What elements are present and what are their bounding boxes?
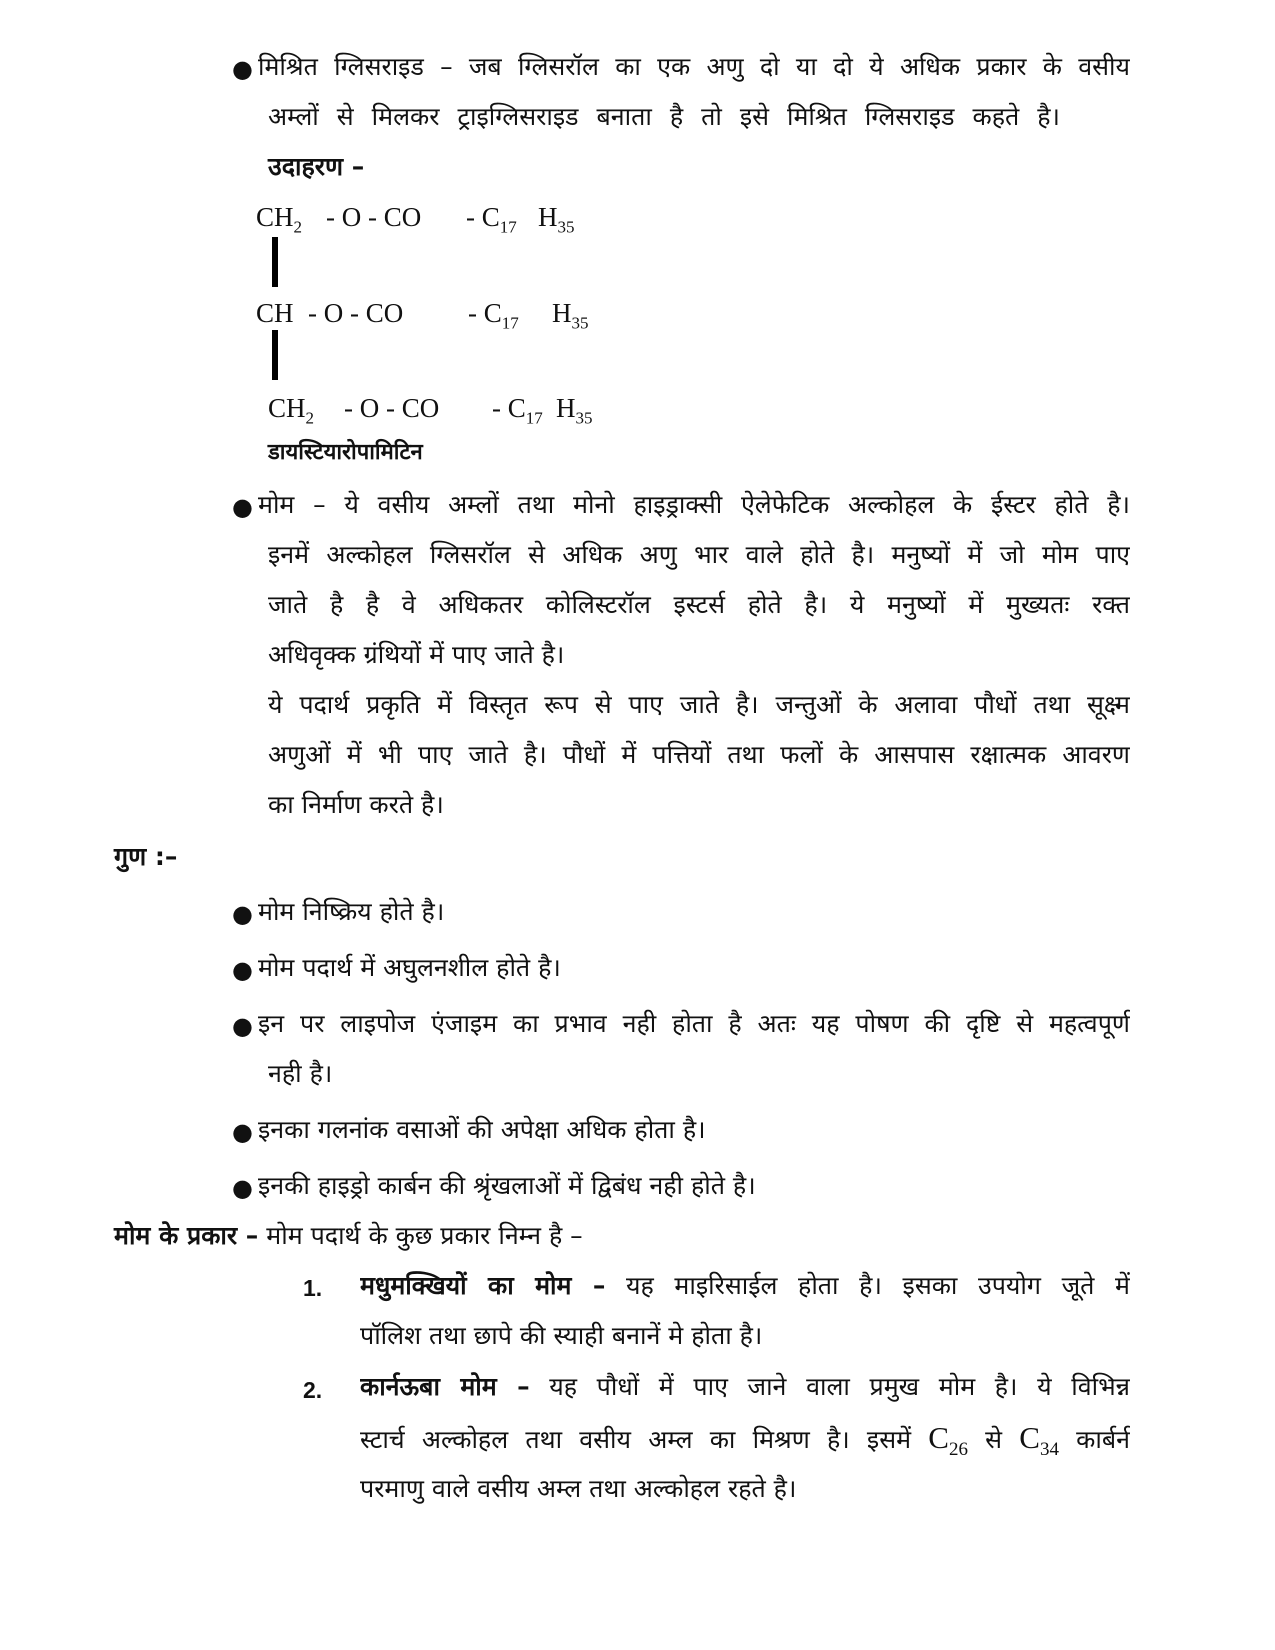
property-item-3: इन पर लाइपोज एंजाइम का प्रभाव नही होता है अतः यह पोषण की दृष्टि से महत्वपूर्ण [258, 1009, 1130, 1038]
bullet-dot: ● [232, 493, 253, 521]
wax-line-1: मोम – ये वसीय अम्लों तथा मोनो हाइड्राक्सी ऐलेफेटिक अल्कोहल के ईस्टर होते है। [258, 490, 1130, 519]
beeswax-line-1 [360, 1269, 1130, 1303]
carnauba-text: यह पौधों में पाए जाने वाला प्रमुख मोम है। ये विभिन्न [549, 1372, 1130, 1401]
formula-row-1 [256, 200, 575, 244]
bullet-dot: ● [232, 1012, 253, 1040]
mixed-glyceride-line-1: मिश्रित ग्लिसराइड – जब ग्लिसरॉल का एक अणु दो या दो ये अधिक प्रकार के वसीय [258, 52, 1130, 81]
property-item-2: मोम पदार्थ में अघुलनशील होते है। [258, 953, 561, 982]
formula-r3-hydrogen: $H_{35}$ [556, 393, 593, 428]
wax-line-6: अणुओं में भी पाए जाते है। पौधों में पत्तियों तथा फलों के आसपास रक्षात्मक आवरण [268, 740, 1130, 769]
wax-line-7: का निर्माण करते है। [268, 790, 444, 819]
bond-line-2 [272, 330, 278, 380]
formula-r1-ester: - O - CO [326, 202, 422, 232]
carbon-34: $C_{34}$ [1019, 1420, 1059, 1461]
carnauba-line-2-text: स्टार्च अल्कोहल तथा वसीय अम्ल का मिश्रण है। इसमें [360, 1425, 912, 1454]
properties-heading: गुण :– [114, 842, 178, 871]
types-heading-line [114, 1219, 583, 1253]
wax-line-3: जाते है है वे अधिकतर कोलिस्टरॉल इस्टर्स होते है। ये मनुष्यों में मुख्यतः रक्त [268, 590, 1130, 619]
formula-r1-hydrogen: $H_{35}$ [538, 202, 575, 237]
bullet-dot: ● [232, 956, 253, 984]
carnauba-line-1 [360, 1370, 1130, 1404]
property-item-4: इनका गलनांक वसाओं की अपेक्षा अधिक होता है। [258, 1115, 706, 1144]
example-label: उदाहरण – [268, 152, 365, 181]
list-number-1: 1. [303, 1275, 323, 1301]
bullet-dot: ● [232, 1118, 253, 1146]
types-heading: मोम के प्रकार – [114, 1221, 259, 1250]
formula-r2-ester: - O - CO [308, 298, 404, 328]
formula-r1-ch2: $CH_2$ [256, 202, 303, 237]
carnauba-line-2 [360, 1418, 1130, 1470]
property-item-5: इनकी हाइड्रो कार्बन की श्रृंखलाओं में द्विबंध नही होते है। [258, 1171, 756, 1200]
types-intro: मोम पदार्थ के कुछ प्रकार निम्न है – [266, 1221, 583, 1250]
wax-line-5: ये पदार्थ प्रकृति में विस्तृत रूप से पाए जाते है। जन्तुओं के अलावा पौधों तथा सूक्ष्म [268, 690, 1130, 719]
carnauba-line-3: परमाणु वाले वसीय अम्ल तथा अल्कोहल रहते है। [360, 1474, 797, 1503]
carnauba-title: कार्नऊबा मोम – [360, 1372, 530, 1401]
property-item-1: मोम निष्क्रिय होते है। [258, 897, 445, 926]
formula-r2-carbon: - $C_{17}$ [468, 298, 519, 333]
carbon-26: $C_{26}$ [928, 1420, 968, 1461]
beeswax-line-2: पॉलिश तथा छापे की स्याही बनानें मे होता है। [360, 1321, 763, 1350]
formula-row-2 [256, 296, 589, 340]
formula-r1-carbon: - $C_{17}$ [466, 202, 517, 237]
bullet-dot: ● [232, 900, 253, 928]
bullet-dot: ● [232, 55, 253, 83]
list-number-2: 2. [303, 1377, 323, 1403]
formula-row-3 [268, 391, 593, 435]
bond-line-1 [272, 237, 278, 287]
beeswax-text: यह माइरिसाईल होता है। इसका उपयोग जूते में [626, 1271, 1130, 1300]
carnauba-carbon-word: कार्बर्न [1076, 1425, 1130, 1454]
wax-line-2: इनमें अल्कोहल ग्लिसरॉल से अधिक अणु भार वाले होते है। मनुष्यों में जो मोम पाए [268, 540, 1130, 569]
bullet-dot: ● [232, 1174, 253, 1202]
wax-line-4: अधिवृक्क ग्रंथियों में पाए जाते है। [268, 640, 565, 669]
formula-r3-ch2: $CH_2$ [268, 393, 315, 428]
beeswax-title: मधुमक्खियों का मोम – [360, 1271, 606, 1300]
property-item-3-cont: नही है। [268, 1059, 333, 1088]
mixed-glyceride-line-2: अम्लों से मिलकर ट्राइग्लिसराइड बनाता है तो इसे मिश्रित ग्लिसराइड कहते है। [268, 102, 1060, 131]
compound-name: डायस्टियारोपामिटिन [268, 440, 423, 465]
formula-r3-ester: - O - CO [344, 393, 440, 423]
formula-r3-carbon: - $C_{17}$ [492, 393, 543, 428]
formula-r2-hydrogen: $H_{35}$ [552, 298, 589, 333]
carnauba-se: से [985, 1425, 1003, 1454]
formula-r2-ch: CH [256, 298, 294, 328]
